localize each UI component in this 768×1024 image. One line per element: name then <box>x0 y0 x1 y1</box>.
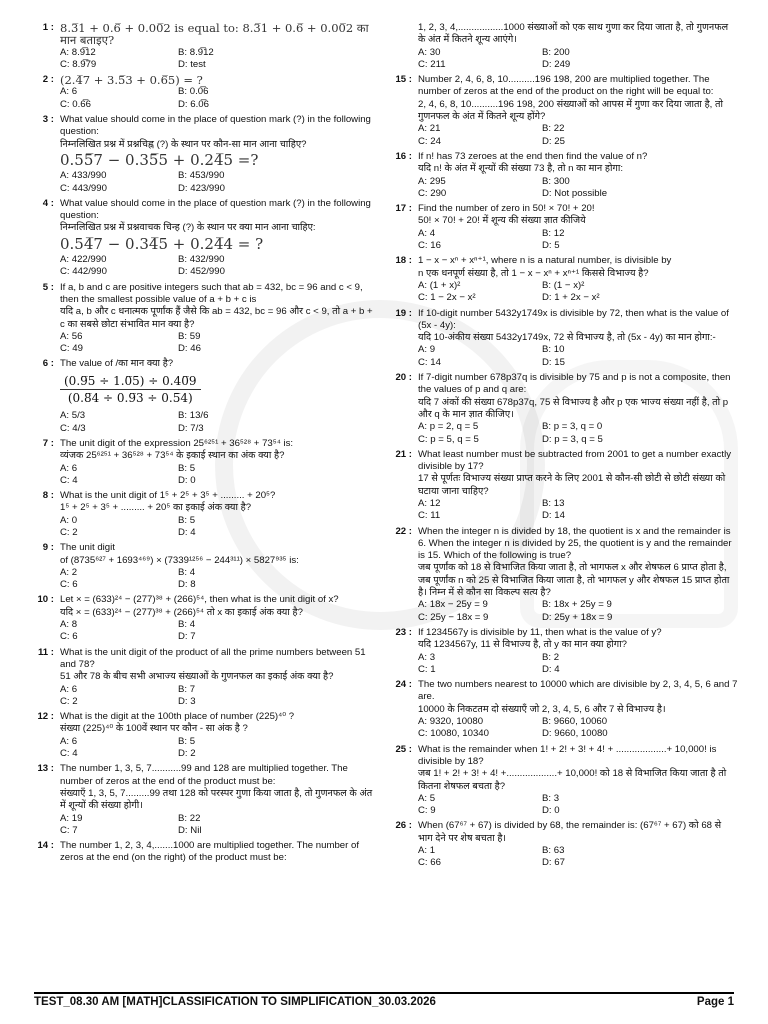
question-number: 17 : <box>395 203 412 215</box>
answer-option: B: 453/990 <box>178 170 225 182</box>
question-item <box>392 22 738 71</box>
question-text: If 10-digit number 5432y1749x is divisible by 72, then what is the value of (5x - 4y): <box>418 307 729 331</box>
question-text: If a, b and c are positive integers such that ab = 432, bc = 96 and c < 9, then the smallest possible value of a + b + c is <box>60 281 363 305</box>
answer-option: D: 0 <box>542 805 560 817</box>
right-column <box>392 22 738 873</box>
answer-options <box>418 176 738 201</box>
answer-option: C: 14 <box>418 356 441 368</box>
answer-option: A: (1 + x)² <box>418 279 461 291</box>
answer-option: A: 422/990 <box>60 254 107 266</box>
question-number: 6 : <box>42 358 54 370</box>
answer-option: B: 5 <box>178 462 196 474</box>
question-item <box>34 594 374 643</box>
answer-option: A: 5 <box>418 792 436 804</box>
question-body <box>60 763 374 837</box>
answer-option: C: 211 <box>418 58 446 70</box>
question-item <box>392 744 738 818</box>
answer-option: D: 7/3 <box>178 422 204 434</box>
answer-option: D: 8 <box>178 579 196 591</box>
answer-option: C: 9 <box>418 805 436 817</box>
question-body <box>418 203 738 252</box>
question-body <box>418 679 738 740</box>
question-number: 19 : <box>395 307 412 319</box>
answer-option: B: p = 3, q = 0 <box>542 421 603 433</box>
answer-options <box>60 619 374 644</box>
question-body <box>418 449 738 523</box>
answer-option: C: 66 <box>418 857 441 869</box>
answer-options <box>418 421 738 446</box>
question-text: What value should come in the place of question mark (?) in the following question: <box>60 114 371 138</box>
answer-option: D: 3 <box>178 695 196 707</box>
question-body <box>60 840 374 865</box>
question-text: यदि 10-अंकीय संख्या 5432y1749x, 72 से विभाज्य है, तो (5x - 4y) का मान होगा:- <box>418 332 716 344</box>
answer-option: B: 4 <box>178 566 196 578</box>
answer-option: C: 442/990 <box>60 266 107 278</box>
question-number: 22 : <box>395 525 412 537</box>
question-number: 12 : <box>37 711 54 723</box>
answer-option: C: 6 <box>60 579 78 591</box>
answer-option: B: 2 <box>542 651 560 663</box>
question-body <box>60 282 374 356</box>
answer-option: D: 25y + 18x = 9 <box>542 611 613 623</box>
question-number: 8 : <box>42 490 54 502</box>
question-text: The value of /का मान क्या है? <box>60 358 174 370</box>
question-item <box>34 358 374 434</box>
question-text: 50! × 70! + 20! में शून्य की संख्या ज्ञात कीजिये <box>418 215 586 227</box>
answer-option: C: 8.9̅79 <box>60 58 97 70</box>
question-text: The unit digit of the expression 25⁶²⁵¹ + 36⁵²⁸ + 73⁵⁴ is: <box>60 437 294 449</box>
question-item <box>34 763 374 837</box>
question-number: 24 : <box>395 679 412 691</box>
answer-options <box>60 410 374 435</box>
footer-page-number: Page 1 <box>696 996 734 1008</box>
question-item <box>392 151 738 200</box>
question-body <box>60 22 374 71</box>
answer-option: A: 12 <box>418 497 441 509</box>
answer-option: B: 4 <box>178 619 196 631</box>
answer-option: D: 14 <box>542 510 565 522</box>
answer-options <box>418 123 738 148</box>
answer-option: D: 46 <box>178 343 201 355</box>
question-text: What is the unit digit of 1⁵ + 2⁵ + 3⁵ + ......... + 20⁵? <box>60 490 276 502</box>
answer-options <box>418 280 738 305</box>
question-number: 2 : <box>42 74 54 86</box>
question-item <box>34 438 374 487</box>
answer-option: A: 4 <box>418 227 436 239</box>
question-item <box>34 22 374 71</box>
question-text: निम्नलिखित प्रश्न में प्रश्नचिह्न (?) के स्थान पर कौन-सा मान आना चाहिए? <box>60 138 307 150</box>
question-text: What value should come in the place of question mark (?) in the following question: <box>60 197 371 222</box>
answer-option: B: 300 <box>542 175 570 187</box>
question-text: of (8735⁶²⁷ + 1693⁴⁶⁹) × (7339¹²⁵⁶ − 244³¹¹) × 5827⁹³⁵ is: <box>60 554 299 566</box>
question-body <box>418 744 738 818</box>
question-number: 18 : <box>395 255 412 267</box>
question-text: If 7-digit number 678p37q is divisible by 75 and p is not a composite, then the values of p and q are: <box>418 372 731 396</box>
question-text: Number 2, 4, 6, 8, 10..........196 198, 200 are multiplied together. The number of zeros at the end of the product on the right will be equal to: <box>418 74 714 98</box>
answer-option: D: 6.0̅6 <box>178 98 209 110</box>
question-text: n एक धनपूर्ण संख्या है, तो 1 − x − xⁿ + xⁿ⁺¹ किससे विभाज्य है? <box>418 267 649 279</box>
question-text: यदि × = (633)²⁴ − (277)³⁸ + (266)⁵⁴ तो x का इकाई अंक क्या है? <box>60 606 303 618</box>
question-text: निम्नलिखित प्रश्न में प्रश्नवाचक चिन्ह (?) के स्थान पर क्या मान आना चाहिए: <box>60 222 316 234</box>
answer-option: D: 4 <box>542 663 560 675</box>
answer-option: C: 10080, 10340 <box>418 728 489 740</box>
question-number: 16 : <box>395 150 412 162</box>
question-text: 10000 के निकटतम दो संख्याएँ जो 2, 3, 4, 5, 6 और 7 से विभाज्य है। <box>418 703 666 715</box>
question-item <box>392 526 738 624</box>
answer-option: C: 24 <box>418 135 441 147</box>
answer-option: A: 9 <box>418 344 436 356</box>
question-item <box>34 114 374 195</box>
question-text: Let × = (633)²⁴ − (277)³⁸ + (266)⁵⁴, then what is the unit digit of x? <box>60 594 339 606</box>
question-body <box>60 198 374 279</box>
answer-option: B: 59 <box>178 330 201 342</box>
answer-option: A: 19 <box>60 812 83 824</box>
question-number: 15 : <box>395 74 412 86</box>
question-body <box>60 114 374 195</box>
question-text: संख्या (225)⁴⁰ के 100वें स्थान पर कौन - सा अंक है ? <box>60 723 248 735</box>
answer-option: C: 443/990 <box>60 182 107 194</box>
answer-option: C: 11 <box>418 510 441 522</box>
answer-option: D: 423/990 <box>178 182 225 194</box>
question-body <box>418 308 738 369</box>
question-number: 23 : <box>395 626 412 638</box>
question-text: The number 1, 2, 3, 4,.......1000 are multiplied together. The number of zeros at the end (on the right) of the product must be: <box>60 840 360 864</box>
answer-option: A: 295 <box>418 175 446 187</box>
answer-option: C: 25y − 18x = 9 <box>418 611 489 623</box>
answer-options <box>418 228 738 253</box>
question-number: 11 : <box>37 646 54 658</box>
footer-test-title: TEST_08.30 AM [MATH]CLASSIFICATION TO SIMPLIFICATION_30.03.2026 <box>34 996 436 1008</box>
question-body <box>418 526 738 624</box>
question-number: 14 : <box>37 840 54 852</box>
question-text: 51 और 78 के बीच सभी अभाज्य संख्याओं के गुणनफल का इकाई अंक क्या है? <box>60 671 334 683</box>
answer-option: D: test <box>178 58 206 70</box>
question-number: 13 : <box>37 763 54 775</box>
answer-option: C: 4/3 <box>60 422 86 434</box>
question-number: 25 : <box>395 743 412 755</box>
answer-option: C: 4 <box>60 474 78 486</box>
question-item <box>34 647 374 708</box>
question-expression: 0.55̅7 − 0.35̅5 + 0.24̅5 =? <box>60 150 259 169</box>
answer-options <box>418 47 738 72</box>
answer-options <box>60 567 374 592</box>
question-number: 7 : <box>42 437 54 449</box>
question-item <box>392 372 738 446</box>
answer-option: C: 49 <box>60 343 83 355</box>
answer-option: B: 22 <box>178 812 201 824</box>
answer-option: C: 7 <box>60 824 78 836</box>
answer-option: A: 6 <box>60 683 78 695</box>
answer-option: D: 5 <box>542 240 560 252</box>
question-body <box>418 255 738 304</box>
answer-options <box>60 254 374 279</box>
answer-option: B: 7 <box>178 683 196 695</box>
answer-options <box>60 463 374 488</box>
question-body <box>418 627 738 676</box>
answer-option: C: p = 5, q = 5 <box>418 433 479 445</box>
answer-option: A: 6 <box>60 735 78 747</box>
answer-option: A: 18x − 25y = 9 <box>418 599 488 611</box>
question-text: What is the unit digit of the product of all the prime numbers between 51 and 78? <box>60 646 366 670</box>
answer-option: B: 8.9̅12 <box>178 46 214 58</box>
question-text: What is the digit at the 100th place of number (225)⁴⁰ ? <box>60 711 295 723</box>
answer-option: C: 2 <box>60 695 78 707</box>
question-text: The two numbers nearest to 10000 which are divisible by 2, 3, 4, 5, 6 and 7 are. <box>418 679 738 703</box>
answer-options <box>60 331 374 356</box>
question-text: यदि n! के अंत में शून्यों की संख्या 73 है, तो n का मान होगा: <box>418 163 624 175</box>
question-item <box>392 308 738 369</box>
question-text: व्यंजक 25⁶²⁵¹ + 36⁵²⁸ + 73⁵⁴ के इकाई स्थान का अंक क्या है? <box>60 450 285 462</box>
answer-option: B: 22 <box>542 123 565 135</box>
answer-option: C: 0.6̅6 <box>60 98 91 110</box>
question-body <box>418 22 738 71</box>
question-text: 2, 4, 6, 8, 10..........196 198, 200 संख्याओं को आपस में गुणा कर दिया जाता है, तो गुणनफल के अंत में कितने शून्य होंगे? <box>418 98 723 123</box>
answer-option: B: 13 <box>542 497 565 509</box>
answer-option: B: (1 − x)² <box>542 279 585 291</box>
question-text: जब पूर्णांक को 18 से विभाजित किया जाता है, तो भागफल x और शेषफल 6 प्राप्त होता है, जब पूर्णांक n को 25 से विभाजित किया जाता है, तो भागफल y और शेषफल 15 प्राप्त होता है। निम्न में से कौन सा विकल्प सत्य है? <box>418 562 730 599</box>
answer-options <box>418 652 738 677</box>
answer-option: B: 432/990 <box>178 254 225 266</box>
question-item <box>392 74 738 148</box>
question-item <box>34 198 374 279</box>
question-text: 1⁵ + 2⁵ + 3⁵ + ......... + 20⁵ का इकाई अंक क्या है? <box>60 502 252 514</box>
answer-option: A: 9320, 10080 <box>418 716 484 728</box>
question-text: The number 1, 3, 5, 7...........99 and 128 are multiplied together. The number of zeros at the end of the product must be: <box>60 763 348 787</box>
answer-option: B: 0.0̅6 <box>178 86 209 98</box>
question-body <box>418 820 738 869</box>
answer-option: A: 8 <box>60 619 78 631</box>
answer-option: D: 2 <box>178 748 196 760</box>
question-number: 20 : <box>395 372 412 384</box>
question-item <box>34 282 374 356</box>
answer-option: C: 6 <box>60 631 78 643</box>
question-number: 5 : <box>42 281 54 293</box>
question-item <box>392 449 738 523</box>
answer-options <box>418 845 738 870</box>
question-text: संख्याएँ 1, 3, 5, 7.........99 तथा 128 को परस्पर गुणा किया जाता है, तो गुणनफल के अंत में शून्यों की संख्या होगी। <box>60 787 373 812</box>
question-text: 17 से पूर्णतः विभाज्य संख्या प्राप्त करने के लिए 2001 से कौन-सी छोटी से छोटी संख्या को घटाया जाना चाहिए? <box>418 473 726 497</box>
question-body <box>418 74 738 148</box>
question-number: 21 : <box>395 448 412 460</box>
answer-option: A: 433/990 <box>60 170 107 182</box>
answer-option: D: 25 <box>542 135 565 147</box>
answer-option: D: Nil <box>178 824 202 836</box>
answer-options <box>60 515 374 540</box>
question-text: यदि 1234567y, 11 से विभाज्य है, तो y का मान क्या होगा? <box>418 639 627 651</box>
answer-option: D: 15 <box>542 356 565 368</box>
answer-options <box>418 344 738 369</box>
question-body <box>418 372 738 446</box>
question-item <box>392 820 738 869</box>
answer-option: A: 3 <box>418 651 436 663</box>
answer-option: B: 200 <box>542 46 570 58</box>
question-item <box>34 490 374 539</box>
question-text: When (67⁶⁷ + 67) is divided by 68, the remainder is: (67⁶⁷ + 67) को 68 से भाग देने पर शेष बचता है। <box>418 820 722 844</box>
answer-option: B: 63 <box>542 845 565 856</box>
answer-option: A: 6 <box>60 86 78 98</box>
question-body <box>60 542 374 591</box>
answer-option: A: 30 <box>418 46 441 58</box>
question-text: If 1234567y is divisible by 11, then what is the value of y? <box>418 626 662 638</box>
answer-options <box>60 684 374 709</box>
answer-option: D: p = 3, q = 5 <box>542 433 603 445</box>
answer-option: B: 12 <box>542 227 565 239</box>
answer-options <box>418 793 738 818</box>
answer-option: B: 5 <box>178 735 196 747</box>
left-column <box>34 22 374 868</box>
answer-option: D: 452/990 <box>178 266 225 278</box>
answer-options <box>60 813 374 838</box>
question-body <box>60 74 374 111</box>
question-text: The unit digit <box>60 542 115 554</box>
answer-option: D: 4 <box>178 526 196 538</box>
question-body <box>60 594 374 643</box>
question-body <box>60 438 374 487</box>
question-number: 4 : <box>42 197 54 209</box>
answer-option: B: 13/6 <box>178 410 209 422</box>
question-text: What is the remainder when 1! + 2! + 3! + 4! + ...................+ 10,000! is divisible by 18? <box>418 743 717 767</box>
question-body <box>60 358 374 434</box>
answer-option: D: 1 + 2x − x² <box>542 292 600 304</box>
question-item <box>34 840 374 865</box>
page-footer <box>34 992 734 1008</box>
answer-options <box>418 498 738 523</box>
answer-option: A: p = 2, q = 5 <box>418 421 479 433</box>
answer-options <box>418 716 738 741</box>
answer-option: A: 1 <box>418 845 436 856</box>
question-expression: 0.54̅7 − 0.34̅5 + 0.24̅4 = ? <box>60 234 264 253</box>
question-item <box>392 627 738 676</box>
question-text: When the integer n is divided by 18, the quotient is x and the remainder is 6. When the integer n is divided by 25, the quotient is y and the remainder is 15. Which of the following is true? <box>418 525 732 562</box>
answer-option: D: Not possible <box>542 187 608 199</box>
answer-option: B: 10 <box>542 344 565 356</box>
question-number <box>392 22 418 71</box>
answer-option: A: 56 <box>60 330 83 342</box>
answer-option: D: 9660, 10080 <box>542 728 608 740</box>
question-item <box>34 542 374 591</box>
question-number: 26 : <box>395 820 412 832</box>
answer-option: B: 5 <box>178 514 196 526</box>
answer-option: A: 0 <box>60 514 78 526</box>
answer-option: C: 290 <box>418 187 447 199</box>
question-text: Find the number of zero in 50! × 70! + 20! <box>418 203 595 215</box>
answer-option: D: 67 <box>542 857 565 869</box>
answer-option: C: 1 − 2x − x² <box>418 292 476 304</box>
question-number: 1 : <box>42 22 54 33</box>
question-text: If n! has 73 zeroes at the end then find the value of n? <box>418 150 648 162</box>
question-expression: 8.3̅1 + 0.6̅ + 0.00̅2 is equal to: 8.3̅1 + 0.6̅ + 0.00̅2 का मान बताइए? <box>60 21 369 48</box>
answer-options <box>418 599 738 624</box>
answer-option: B: 18x + 25y = 9 <box>542 599 612 611</box>
answer-option: B: 9660, 10060 <box>542 716 608 728</box>
question-text: 1, 2, 3, 4,.................1000 संख्याओं को एक साथ गुणा कर दिया जाता है, तो गुणनफल के अंत में कितने शून्य आएंगे। <box>418 22 729 46</box>
question-item <box>392 255 738 304</box>
question-expression: (2.4̅7 + 3.5̅3 + 0.6̅5) = ? <box>60 73 203 88</box>
answer-options <box>60 170 374 195</box>
question-body <box>418 151 738 200</box>
answer-option: A: 8.9̅12 <box>60 46 96 58</box>
question-text: 1 − x − xⁿ + xⁿ⁺¹, where n is a natural number, is divisible by <box>418 255 672 267</box>
fraction-numerator: (0.9̅5 ÷ 1.0̅5) ÷ 0.40̅9 <box>60 373 201 390</box>
answer-option: A: 21 <box>418 123 441 135</box>
question-number: 9 : <box>42 542 54 554</box>
question-item <box>392 203 738 252</box>
fraction-denominator: (0.8̅4 ÷ 0.9̅3 ÷ 0.5̅4) <box>67 391 193 406</box>
question-text: What least number must be subtracted from 2001 to get a number exactly divisible by 17? <box>418 448 732 473</box>
question-body <box>60 647 374 708</box>
answer-options <box>60 86 374 111</box>
question-number: 10 : <box>37 594 54 606</box>
question-item <box>392 679 738 740</box>
answer-option: D: 249 <box>542 58 571 70</box>
answer-option: A: 2 <box>60 566 78 578</box>
question-item <box>34 74 374 111</box>
question-number: 3 : <box>42 114 54 126</box>
question-text: जब 1! + 2! + 3! + 4! +...................+ 10,000! को 18 से विभाजित किया जाता है तो कितना शेषफल बचता है? <box>418 768 727 792</box>
answer-option: A: 6 <box>60 462 78 474</box>
answer-option: A: 5/3 <box>60 410 86 422</box>
fraction-expression <box>60 373 201 407</box>
answer-option: C: 1 <box>418 663 436 675</box>
question-text: यदि a, b और c धनात्मक पूर्णांक हैं जैसे कि ab = 432, bc = 96 और c < 9, तो a + b + c का सबसे छोटा संभावित मान क्या है? <box>60 306 373 330</box>
question-item <box>34 711 374 760</box>
answer-options <box>60 47 374 72</box>
question-text: यदि 7 अंकों की संख्या 678p37q, 75 से विभाज्य है और p एक भाज्य संख्या नहीं है, तो p और q के मान ज्ञात कीजिए। <box>418 396 729 420</box>
answer-option: B: 3 <box>542 792 560 804</box>
answer-option: D: 7 <box>178 631 196 643</box>
question-body <box>60 711 374 760</box>
answer-option: C: 2 <box>60 526 78 538</box>
answer-option: C: 4 <box>60 748 78 760</box>
answer-option: C: 16 <box>418 240 441 252</box>
answer-option: D: 0 <box>178 474 196 486</box>
question-body <box>60 490 374 539</box>
answer-options <box>60 736 374 761</box>
